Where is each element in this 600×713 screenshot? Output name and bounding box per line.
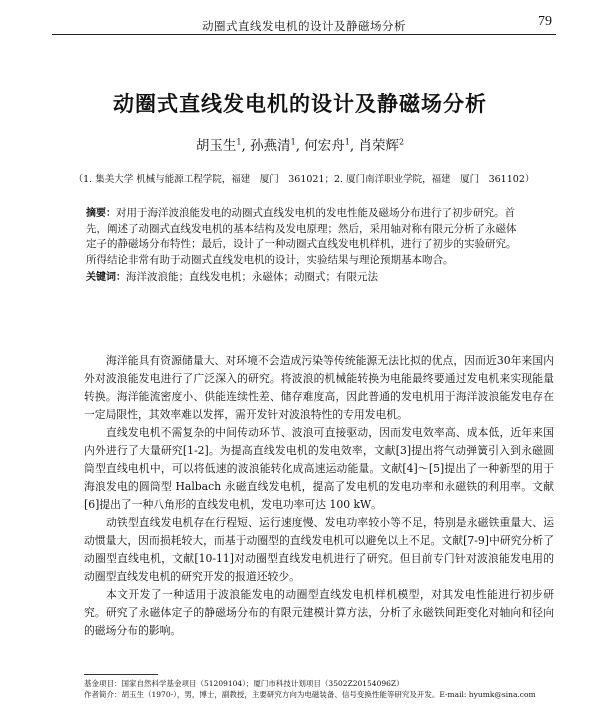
- keywords: [86, 270, 524, 286]
- abstract-block: [86, 206, 524, 286]
- body-text: [84, 352, 554, 640]
- keywords-text: 海洋波浪能；直线发电机；永磁体；动圈式；有限元法: [126, 271, 378, 284]
- affiliation: （1. 集美大学 机械与能源工程学院，福建 厦门 361021；2. 厦门南洋职业学院，福建 厦门 361102）: [73, 174, 535, 185]
- author-list: 胡玉生$^1$, 孙燕清$^1$, 何宏舟$^1$, 肖荣辉$^2$: [195, 137, 405, 154]
- paragraph: 海洋能具有资源储量大、对环境不会造成污染等传统能源无法比拟的优点，因而近30年来国内外对波浪能发电进行了广泛深入的研究。将波浪的机械能转换为电能最终要通过发电机来实现能量转换。海洋能流密度小、供能连续性差、储存难度高，因此普通的发电机用于海洋波浪能发电存在一定局限性，其效率难以发挥，需开发针对波浪特性的专用发电机。: [84, 354, 554, 421]
- author-name: 肖荣辉: [358, 138, 399, 154]
- page-number: 79: [538, 14, 552, 29]
- author-name: 孙燕清: [250, 138, 291, 154]
- author-name: 胡玉生: [195, 138, 237, 154]
- author-bio-footnote: 作者简介：胡玉生（1970-），男，博士，副教授，主要研究方向为电磁装备、信号变换性能等研究及开发。E-mail: hyumk@sina.com: [84, 689, 536, 699]
- abstract: [86, 206, 524, 268]
- footnotes: [84, 679, 580, 700]
- author-affiliation-mark: 2: [398, 137, 405, 147]
- abstract-text: 对用于海洋波浪能发电的动圈式直线发电机的发电性能及磁场分布进行了初步研究。首先，阐述了动圈式直线发电机的基本结构及发电原理；然后，采用轴对称有限元分析了永磁体定子的静磁场分布特性；最后，设计了一种动圈式直线发电机样机，进行了初步的实验研究。所得结论非常有助于动圈式直线发电机的设计，实验结果与理论预期基本吻合。: [86, 207, 517, 266]
- paragraph: 本文开发了一种适用于波浪能发电的动圈型直线发电机样机模型，对其发电性能进行初步研究。研究了永磁体定子的静磁场分布的有限元建模计算方法，分析了永磁铁间距变化对轴向和径向的磁场分布的影响。: [84, 588, 554, 637]
- paragraph: 直线发电机不需复杂的中间传动环节、波浪可直接驱动，因而发电效率高、成本低，近年来国内外进行了大量研究[1-2]。为提高直线发电机的发电效率，文献[3]提出将气动弹簧引入到永磁圆筒型直线电机中，可以将低速的波浪能转化成高速运动能量。文献[4]～[5]提出了一种新型的用于海浪发电的圆筒型 Halbach 永磁直线发电机，提高了发电机的发电功率和永磁铁的利用率。文献[6]提出了一种八角形的直线发电机，发电功率可达 100 kW。: [84, 426, 554, 511]
- running-header: [52, 14, 556, 35]
- author-affiliation-mark: 1: [290, 137, 296, 147]
- author-name: 何宏舟: [304, 138, 345, 154]
- paper-title: 动圈式直线发电机的设计及静磁场分析: [113, 92, 487, 116]
- footnote-divider: [84, 674, 158, 675]
- funding-footnote: 基金项目：国家自然科学基金项目（51209104）；厦门市科技计划项目（3502Z20154096Z）: [84, 679, 404, 688]
- keywords-label: 关键词：: [86, 272, 126, 284]
- author-affiliation-mark: 1: [236, 137, 242, 147]
- abstract-label: 摘要：: [86, 208, 116, 219]
- running-title: 动圈式直线发电机的设计及静磁场分析: [202, 19, 406, 33]
- author-affiliation-mark: 1: [344, 137, 350, 147]
- paragraph: 动铁型直线发电机存在行程短、运行速度慢、发电功率较小等不足，特别是永磁铁重量大、运动惯量大，因而损耗较大，而基于动圈型的直线发电机可以避免以上不足。文献[7-9]中研究分析了动圈型直线电机，文献[10-11]对动圈型直线发电机进行了研究。但目前专门针对波浪能发电用的动圈型直线发电机的研究开发的报道还较少。: [84, 516, 554, 583]
